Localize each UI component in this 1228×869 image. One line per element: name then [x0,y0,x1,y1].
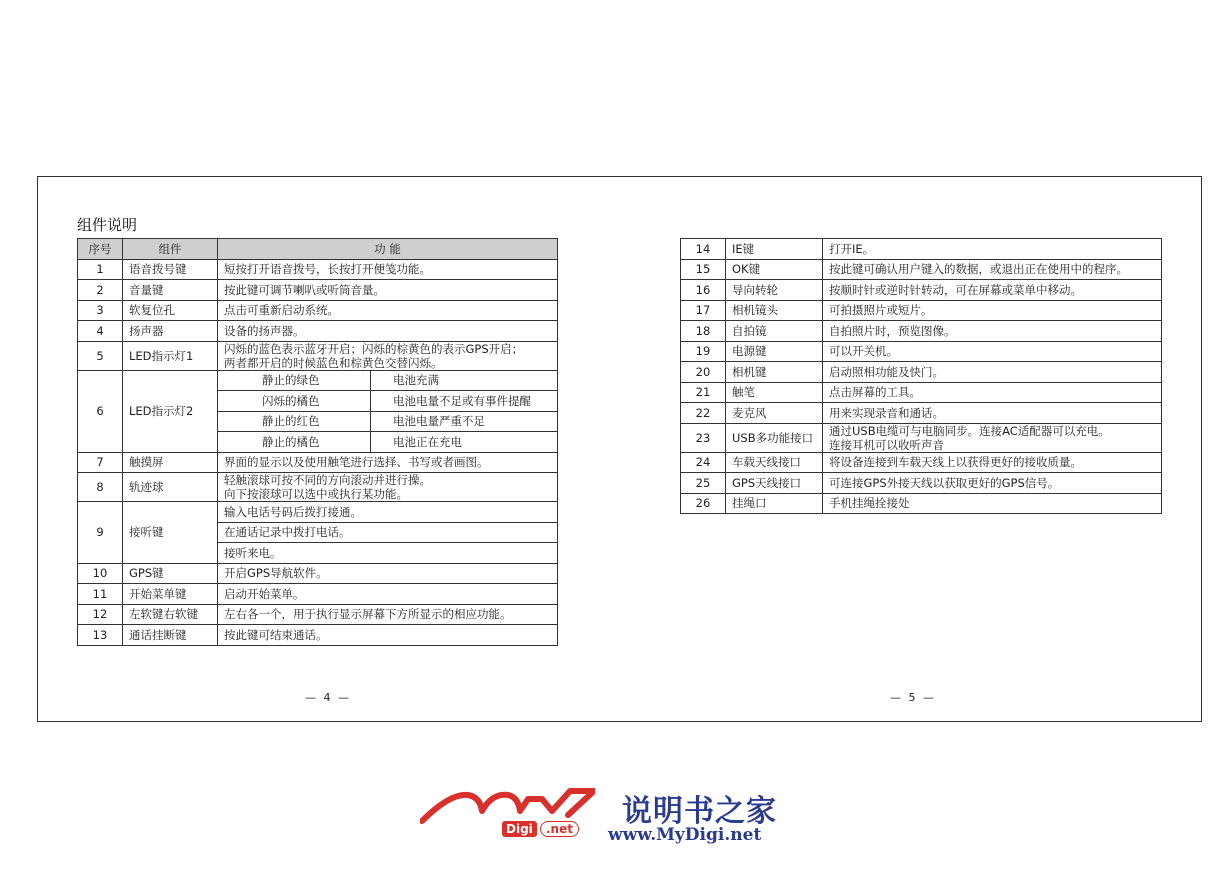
page-number-left: — 4 — [305,691,351,704]
row-no: 1 [78,259,123,280]
row-component: IE键 [726,239,823,260]
row-component: 自拍镜 [726,321,823,342]
row-function: 点击屏幕的工具。 [823,382,1162,403]
row-function: 短按打开语音拨号，长按打开便笺功能。 [218,259,558,280]
my-swoosh-icon [420,785,595,825]
table-row [78,584,558,605]
row-component: 触笔 [726,382,823,403]
row-no: 4 [78,321,123,342]
table-row [78,259,558,280]
row-no: 19 [681,341,726,362]
row-function [218,473,558,502]
row-component: USB多功能接口 [726,423,823,452]
row-no: 25 [681,473,726,494]
row-function: 在通话记录中拨打电话。 [218,522,558,543]
row-function: 打开IE。 [823,239,1162,260]
table-row [681,321,1162,342]
row-component: 车载天线接口 [726,452,823,473]
row-no: 22 [681,403,726,424]
row-no: 9 [78,502,123,564]
row-no: 8 [78,473,123,502]
row-no: 17 [681,300,726,321]
table-row [681,239,1162,260]
row-no: 3 [78,300,123,321]
led-meaning: 电池电量不足或有事件提醒 [371,391,558,412]
row-no: 26 [681,493,726,514]
row-component: GPS键 [123,563,218,584]
table-row [681,452,1162,473]
components-table-right [680,238,1162,514]
row-component: 相机键 [726,362,823,383]
led-state: 闪烁的橘色 [218,391,371,412]
row-function: 接听来电。 [218,543,558,564]
row-function: 自拍照片时，预览图像。 [823,321,1162,342]
row-component: 电源键 [726,341,823,362]
table-row [78,625,558,646]
row-no: 2 [78,280,123,301]
row-component: 麦克风 [726,403,823,424]
row-no: 18 [681,321,726,342]
row-component: 左软键右软键 [123,604,218,625]
row-no: 20 [681,362,726,383]
row-function-line: 轻触滚球可按不同的方向滚动并进行操。 [224,473,431,487]
row-no: 14 [681,239,726,260]
mydigi-logo [420,785,820,845]
row-component: 通话挂断键 [123,625,218,646]
row-component: 导向转轮 [726,280,823,301]
row-component: 触摸屏 [123,452,218,473]
trademark-symbol: ™ [588,789,595,797]
table-row [78,563,558,584]
table-header-row [78,239,558,260]
row-function-line: 闪烁的蓝色表示蓝牙开启；闪烁的棕黄色的表示GPS开启； [224,341,524,356]
row-function: 界面的显示以及使用触笔进行选择、书写或者画图。 [218,452,558,473]
row-component: LED指示灯2 [123,370,218,452]
row-function: 按此键可确认用户键入的数据，或退出正在使用中的程序。 [823,259,1162,280]
row-no: 16 [681,280,726,301]
row-component: OK键 [726,259,823,280]
led-meaning: 电池正在充电 [371,432,558,453]
table-row [78,370,558,391]
row-component: 轨迹球 [123,473,218,502]
row-function [218,341,558,370]
row-function: 左右各一个，用于执行显示屏幕下方所显示的相应功能。 [218,604,558,625]
row-function: 可连接GPS外接天线以获取更好的GPS信号。 [823,473,1162,494]
components-table-left [77,238,558,646]
table-row [681,473,1162,494]
row-component: 音量键 [123,280,218,301]
logo-digi: Digi [502,821,537,837]
table-row [681,341,1162,362]
table-row [78,300,558,321]
led-state: 静止的绿色 [218,370,371,391]
row-no: 23 [681,423,726,452]
led-state: 静止的红色 [218,411,371,432]
table-row [78,473,558,502]
row-function-line: 向下按滚球可以选中或执行某功能。 [224,487,408,501]
table-row [681,280,1162,301]
row-no: 5 [78,341,123,370]
row-function: 启动开始菜单。 [218,584,558,605]
table-row [78,452,558,473]
row-function: 按顺时针或逆时针转动，可在屏幕或菜单中移动。 [823,280,1162,301]
row-no: 12 [78,604,123,625]
table-row [681,362,1162,383]
row-function: 用来实现录音和通话。 [823,403,1162,424]
row-component: 扬声器 [123,321,218,342]
row-no: 10 [78,563,123,584]
header-no: 序号 [78,239,123,260]
row-no: 7 [78,452,123,473]
table-row [681,300,1162,321]
table-row [681,259,1162,280]
table-row [78,341,558,370]
row-function: 可以开关机。 [823,341,1162,362]
row-function: 按此键可结束通话。 [218,625,558,646]
row-no: 24 [681,452,726,473]
table-row [681,382,1162,403]
table-row [681,403,1162,424]
table-row [78,321,558,342]
row-component: 语音拨号键 [123,259,218,280]
row-no: 11 [78,584,123,605]
row-component: 开始菜单键 [123,584,218,605]
row-component: LED指示灯1 [123,341,218,370]
row-function: 输入电话号码后拨打接通。 [218,502,558,523]
led-meaning: 电池充满 [371,370,558,391]
row-function: 将设备连接到车载天线上以获得更好的接收质量。 [823,452,1162,473]
table-row [78,502,558,523]
row-function-line: 通过USB电缆可与电脑同步。连接AC适配器可以充电。 [829,423,1110,438]
led-meaning: 电池电量严重不足 [371,411,558,432]
logo-cn-text: 说明书之家 [622,794,777,829]
logo-net: .net [540,821,579,837]
row-function: 手机挂绳拴接处 [823,493,1162,514]
header-component: 组件 [123,239,218,260]
row-component: 挂绳口 [726,493,823,514]
row-function: 启动照相功能及快门。 [823,362,1162,383]
row-function: 设备的扬声器。 [218,321,558,342]
logo-url: www.MyDigi.net [608,825,762,845]
row-no: 13 [78,625,123,646]
section-title: 组件说明 [77,216,138,234]
table-row [78,604,558,625]
header-function: 功 能 [218,239,558,260]
row-component: 软复位孔 [123,300,218,321]
row-function: 按此键可调节喇叭或听筒音量。 [218,280,558,301]
row-no: 6 [78,370,123,452]
table-row [681,423,1162,452]
row-component: 接听键 [123,502,218,564]
row-function [823,423,1162,452]
row-component: GPS天线接口 [726,473,823,494]
table-row [78,280,558,301]
row-function: 点击可重新启动系统。 [218,300,558,321]
row-function: 开启GPS导航软件。 [218,563,558,584]
led-state: 静止的橘色 [218,432,371,453]
row-component: 相机镜头 [726,300,823,321]
row-no: 21 [681,382,726,403]
row-function-line: 连接耳机可以收听声音 [829,437,944,452]
row-function-line: 两者都开启的时候蓝色和棕黄色交替闪烁。 [224,355,443,370]
row-function: 可拍摄照片或短片。 [823,300,1162,321]
page-number-right: — 5 — [890,691,936,704]
table-row [681,493,1162,514]
row-no: 15 [681,259,726,280]
